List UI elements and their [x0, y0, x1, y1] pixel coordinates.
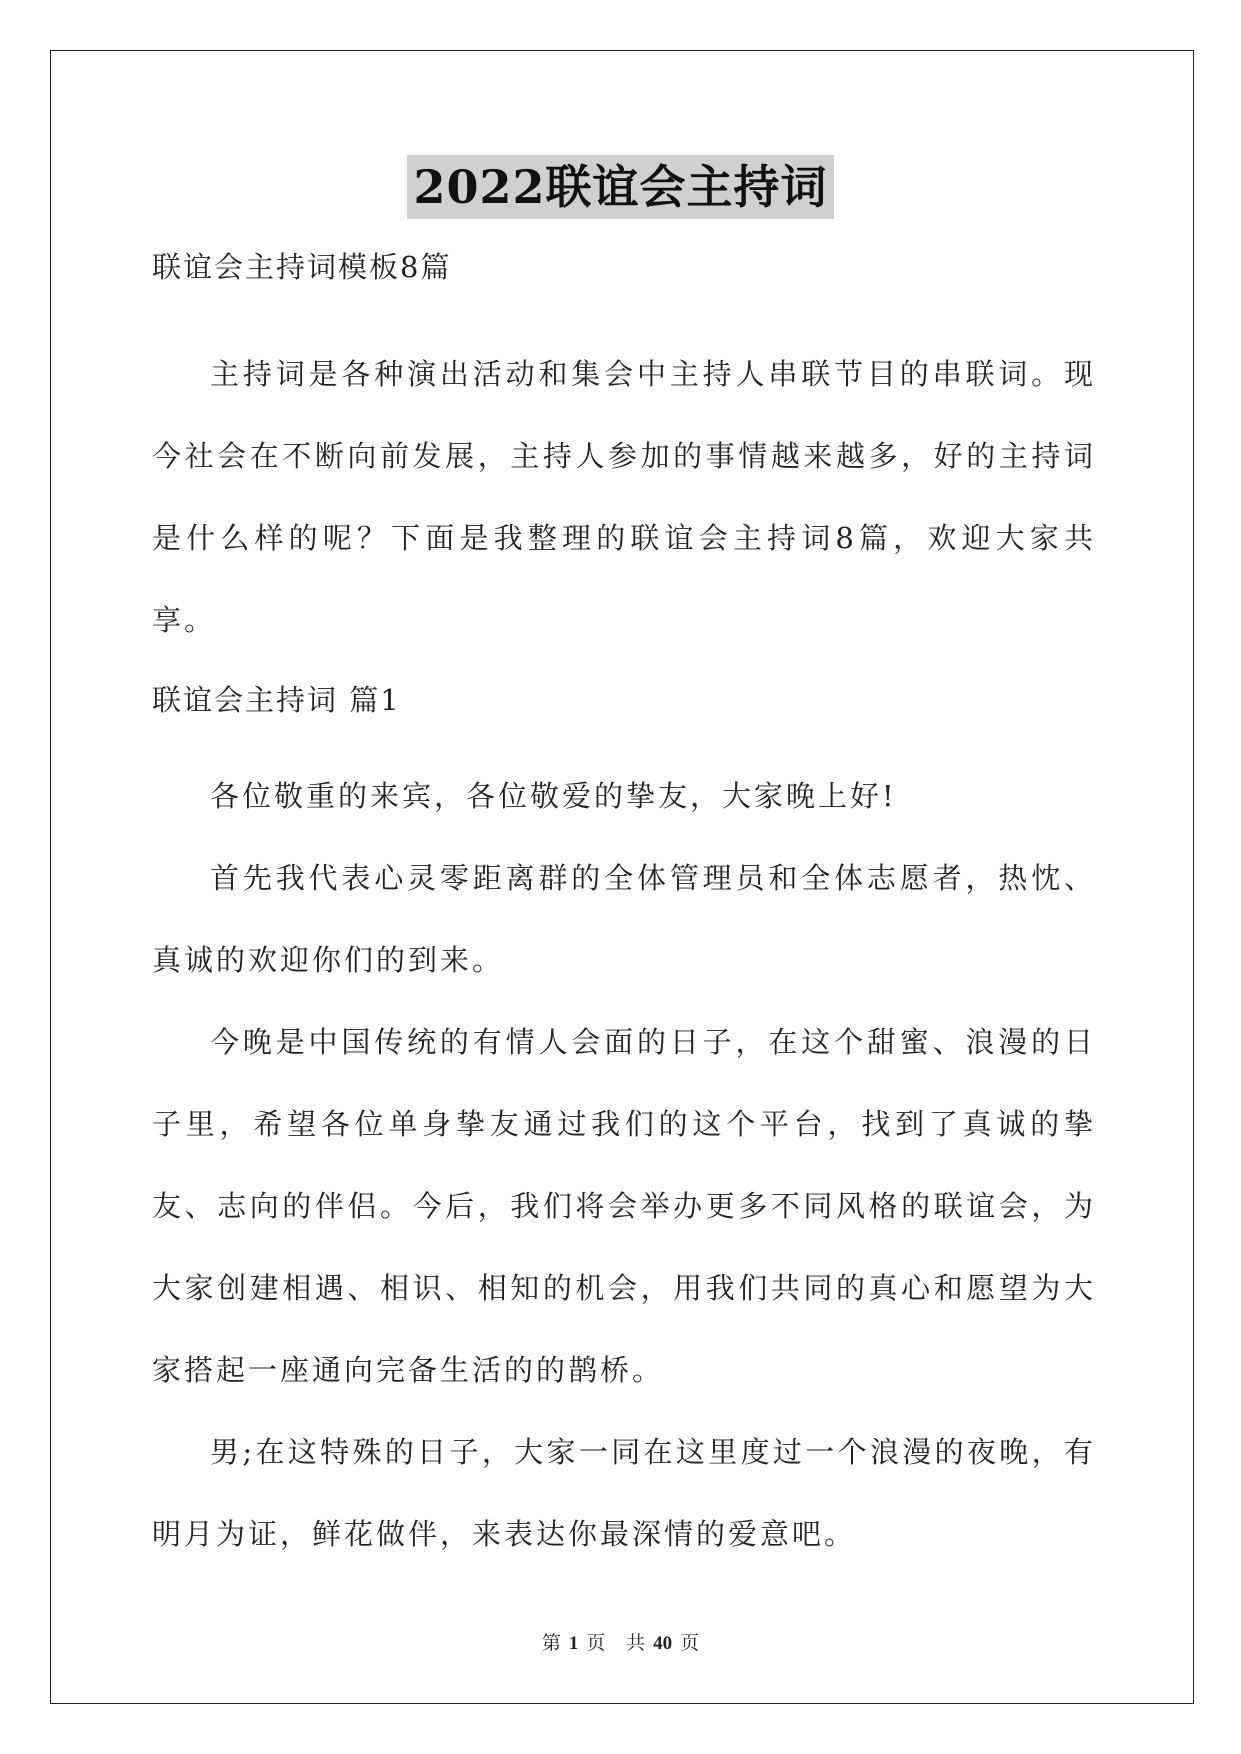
intro-block	[152, 333, 1096, 661]
section-paragraph: 今晚是中国传统的有情人会面的日子，在这个甜蜜、浪漫的日子里，希望各位单身挚友通过我们的这个平台，找到了真诚的挚友、志向的伴侣。今后，我们将会举办更多不同风格的联谊会，为大家创建相遇、相识、相知的机会，用我们共同的真心和愿望为大家搭起一座通向完备生活的的鹊桥。	[152, 1025, 1096, 1387]
section-body	[152, 755, 1096, 1575]
document-title: 2022联谊会主持词	[407, 155, 833, 219]
page-suffix: 页	[586, 1633, 606, 1654]
page-indicator	[538, 1633, 610, 1654]
total-prefix: 共	[626, 1633, 646, 1654]
intro-paragraph: 主持词是各种演出活动和集会中主持人串联节目的串联词。现今社会在不断向前发展，主持人参加的事情越来越多，好的主持词是什么样的呢？下面是我整理的联谊会主持词8篇，欢迎大家共享。	[152, 357, 1096, 637]
page-number: 1	[568, 1633, 579, 1654]
page-footer	[0, 1628, 1241, 1655]
section-paragraph: 各位敬重的来宾，各位敬爱的挚友，大家晚上好!	[210, 779, 897, 813]
page-prefix: 第	[541, 1633, 561, 1654]
total-pages: 40	[653, 1633, 673, 1654]
title-container	[0, 155, 1241, 219]
total-suffix: 页	[680, 1633, 700, 1654]
document-subtitle: 联谊会主持词模板8篇	[152, 250, 452, 284]
section-heading: 联谊会主持词 篇1	[152, 683, 401, 717]
section-paragraph: 男;在这特殊的日子，大家一同在这里度过一个浪漫的夜晚，有明月为证，鲜花做伴，来表达你最深情的爱意吧。	[152, 1435, 1096, 1551]
section-paragraph: 首先我代表心灵零距离群的全体管理员和全体志愿者，热忱、真诚的欢迎你们的到来。	[152, 861, 1096, 977]
total-indicator	[622, 1633, 703, 1654]
